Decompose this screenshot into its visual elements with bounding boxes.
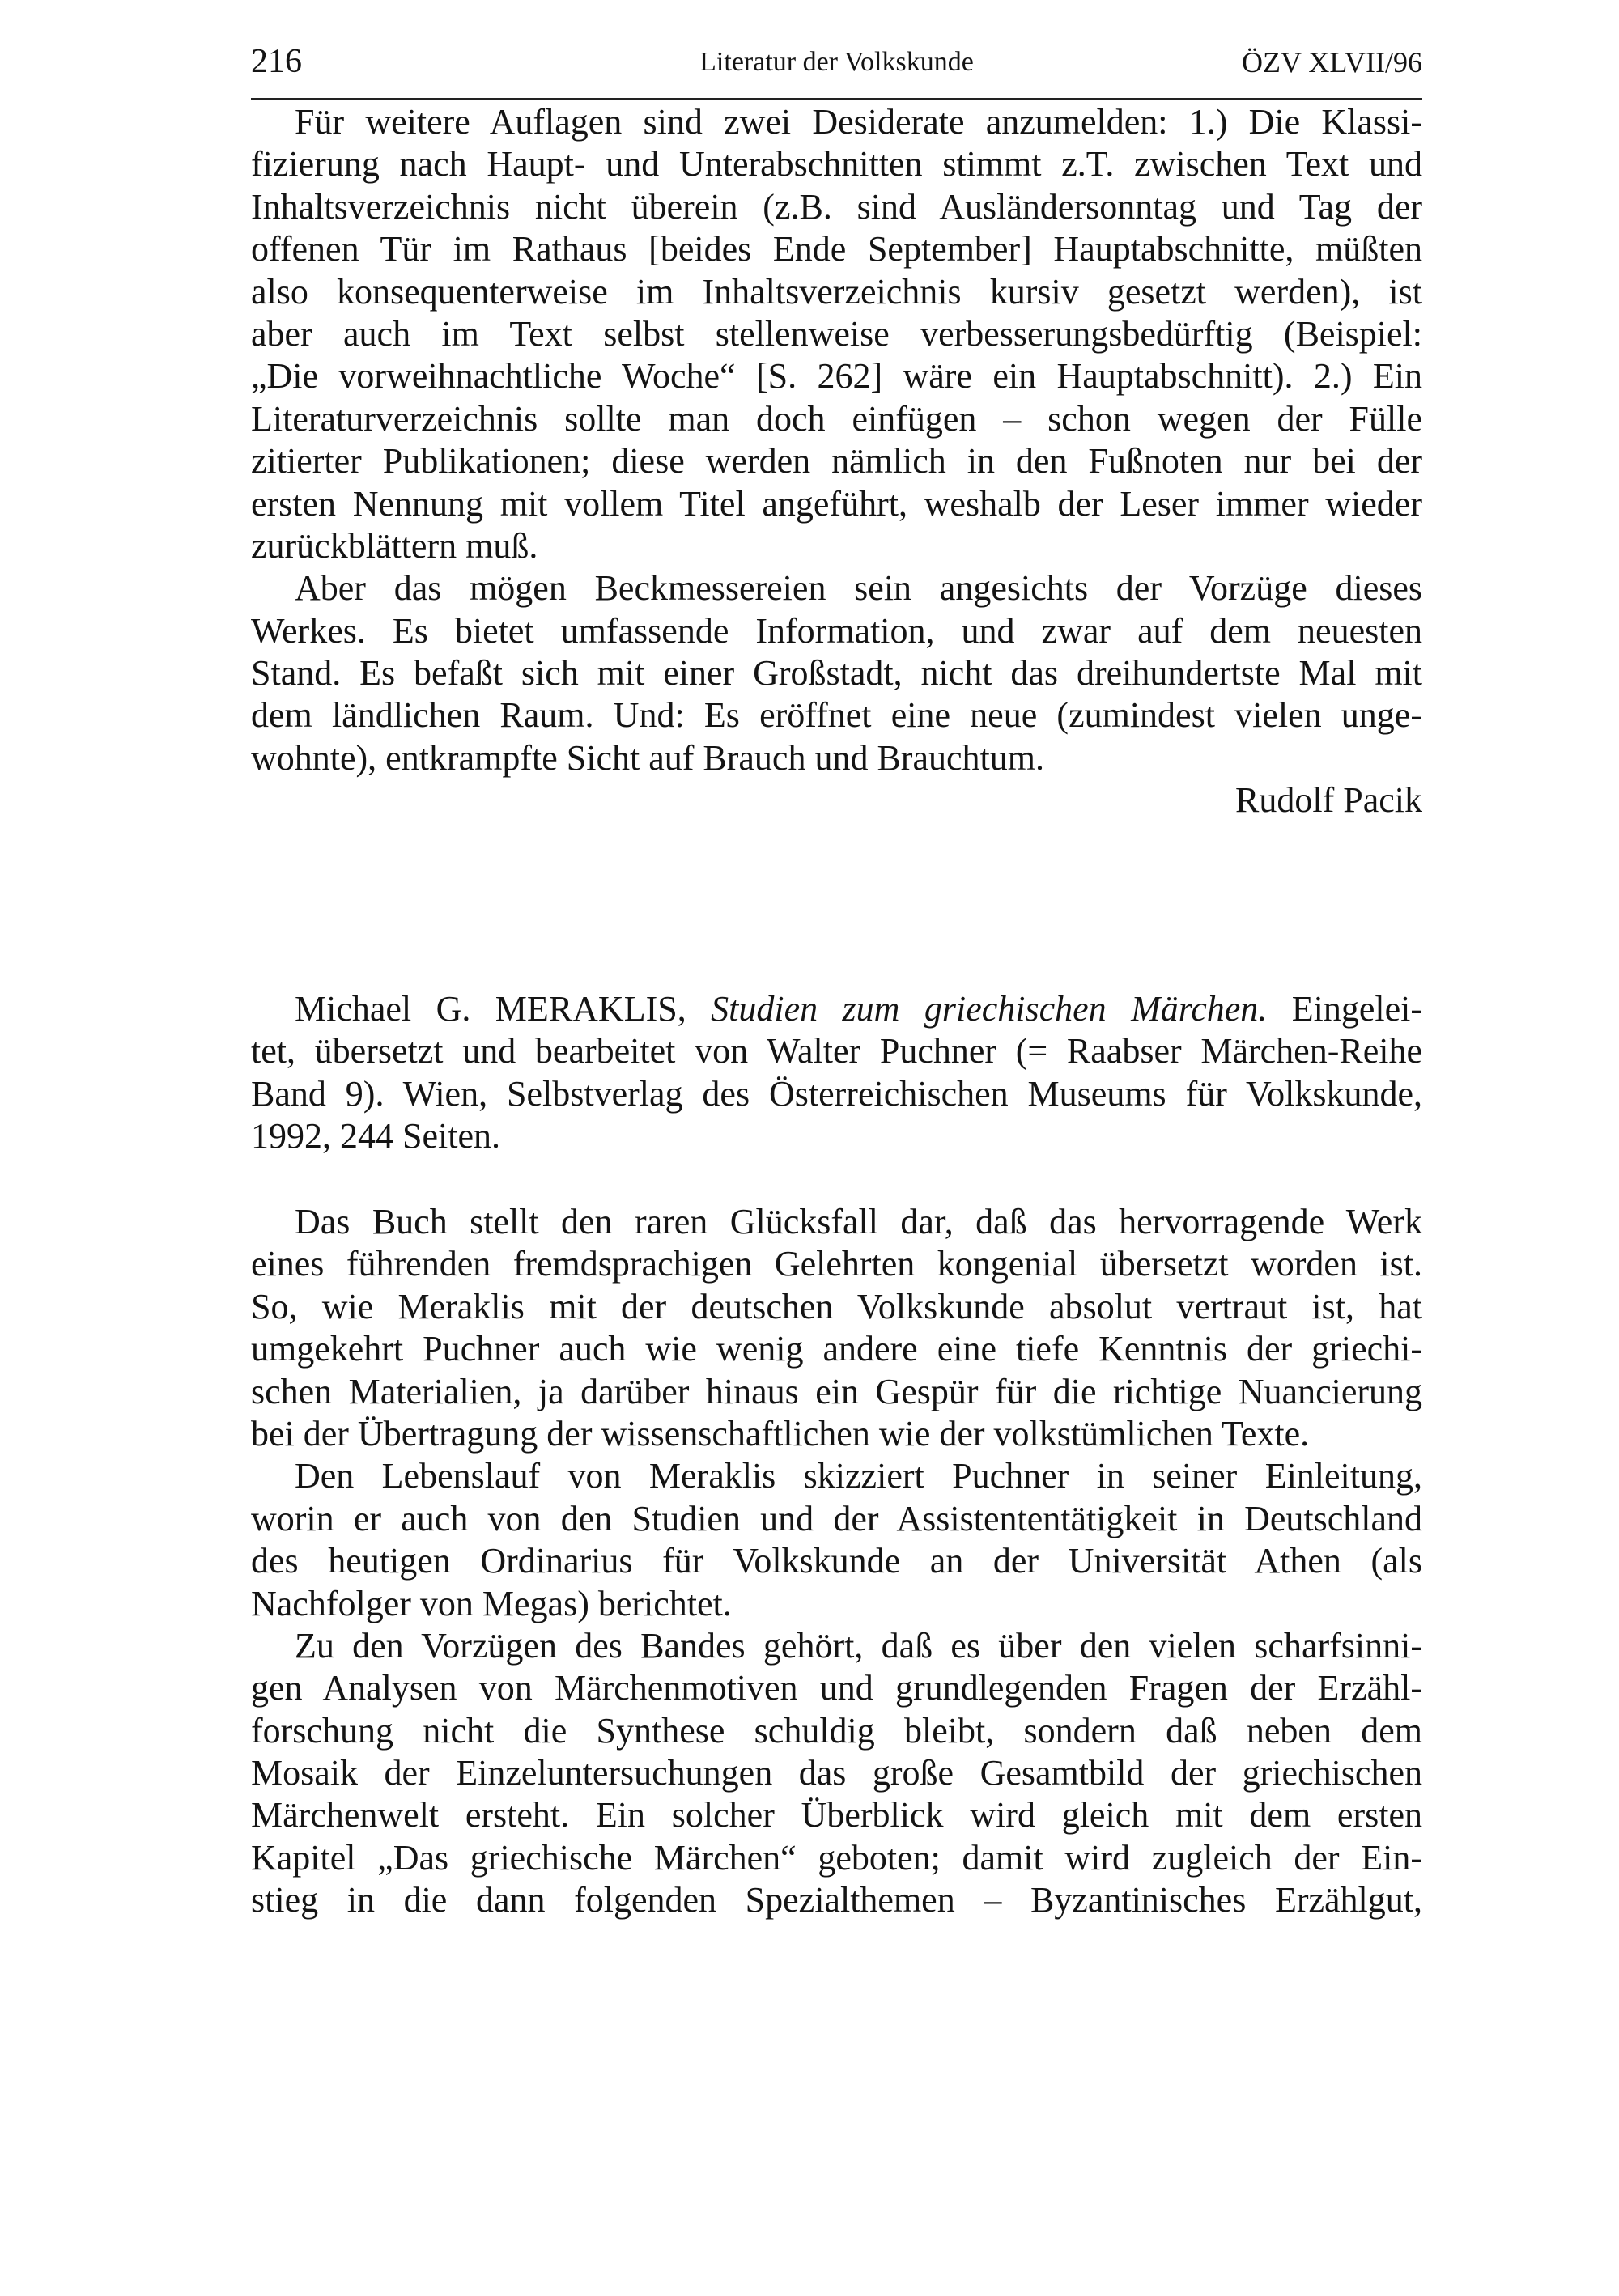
text-line: Literaturverzeichnis sollte man doch einfügen – schon wegen der Fülle <box>251 398 1422 439</box>
book-citation <box>251 988 1422 1158</box>
text-line: Zu den Vorzügen des Bandes gehört, daß es über den vielen scharfsinni- <box>295 1625 1422 1666</box>
citation-line: tet, übersetzt und bearbeitet von Walter Puchner (= Raabser Märchen-Reihe <box>251 1031 1422 1072</box>
text-line: schen Materialien, ja darüber hinaus ein Gespür für die richtige Nuancierung <box>251 1371 1422 1411</box>
text-line: bei der Übertragung der wissenschaftlichen wie der volkstümlichen Texte. <box>251 1413 1310 1454</box>
text-line: Das Buch stellt den raren Glücksfall dar, daß das hervorragende Werk <box>295 1202 1422 1241</box>
text-line: Kapitel „Das griechische Märchen“ geboten; damit wird zugleich der Ein- <box>251 1837 1422 1878</box>
reviewer-signature: Rudolf Pacik <box>1235 780 1422 821</box>
text-line: ersten Nennung mit vollem Titel angeführt, weshalb der Leser immer wieder <box>251 483 1422 524</box>
citation-line <box>251 988 1422 1030</box>
citation-author: Michael G. MERAKLIS, <box>295 989 712 1029</box>
citation-line: 1992, 244 Seiten. <box>251 1116 500 1156</box>
text-line: eines führenden fremdsprachigen Gelehrten kongenial übersetzt worden ist. <box>251 1244 1422 1284</box>
text-line: stieg in die dann folgenden Spezialthemen – Byzantinisches Erzählgut, <box>251 1880 1422 1920</box>
text-line: Aber das mögen Beckmessereien sein angesichts der Vorzüge dieses <box>295 568 1422 609</box>
text-line: gen Analysen von Märchenmotiven und grundlegenden Fragen der Erzähl- <box>251 1668 1422 1708</box>
text-line: forschung nicht die Synthese schuldig bleibt, sondern daß neben dem <box>251 1710 1422 1751</box>
text-line: Für weitere Auflagen sind zwei Desiderate anzumelden: 1.) Die Klassi- <box>295 102 1422 142</box>
citation-title: Studien zum griechischen Märchen. <box>711 989 1268 1029</box>
text-line: Den Lebenslauf von Meraklis skizziert Puchner in seiner Einleitung, <box>295 1456 1422 1496</box>
journal-issue: ÖZV XLVII/96 <box>1242 46 1422 79</box>
review-meraklis-body <box>251 1201 1422 1922</box>
text-line: Werkes. Es bietet umfassende Information, und zwar auf dem neuesten <box>251 610 1422 651</box>
header-rule <box>251 98 1422 100</box>
citation-text: Eingelei- <box>1267 989 1423 1029</box>
text-line: zitierter Publikationen; diese werden nämlich in den Fußnoten nur bei der <box>251 441 1422 482</box>
text-line: fizierung nach Haupt- und Unterabschnitten stimmt z.T. zwischen Text und <box>251 144 1422 185</box>
text-line: also konsequenterweise im Inhaltsverzeichnis kursiv gesetzt werden), ist <box>251 271 1422 312</box>
citation-line: Band 9). Wien, Selbstverlag des Österreichischen Museums für Volkskunde, <box>251 1073 1422 1114</box>
text-line: Märchenwelt ersteht. Ein solcher Überblick wird gleich mit dem ersten <box>251 1795 1422 1836</box>
running-title: Literatur der Volkskunde <box>699 47 974 77</box>
text-line: umgekehrt Puchner auch wie wenig andere eine tiefe Kenntnis der griechi- <box>251 1329 1422 1369</box>
text-line: dem ländlichen Raum. Und: Es eröffnet eine neue (zumindest vielen unge- <box>251 695 1422 736</box>
text-line: des heutigen Ordinarius für Volkskunde an der Universität Athen (als <box>251 1541 1422 1581</box>
running-header <box>251 42 1422 84</box>
text-line: offenen Tür im Rathaus [beides Ende September] Hauptabschnitte, müßten <box>251 229 1422 269</box>
text-line: aber auch im Text selbst stellenweise verbesserungsbedürftig (Beispiel: <box>251 313 1422 354</box>
review-rudolf-pacik <box>251 101 1422 822</box>
text-line: Stand. Es befaßt sich mit einer Großstadt, nicht das dreihundertste Mal mit <box>251 653 1422 694</box>
text-line: So, wie Meraklis mit der deutschen Volkskunde absolut vertraut ist, hat <box>251 1286 1422 1326</box>
text-line: zurückblättern muß. <box>251 525 538 566</box>
text-line: wohnte), entkrampfte Sicht auf Brauch und Brauchtum. <box>251 737 1044 778</box>
text-line: Mosaik der Einzeluntersuchungen das große Gesamtbild der griechischen <box>251 1753 1422 1793</box>
page-number: 216 <box>251 43 302 80</box>
text-line: Inhaltsverzeichnis nicht überein (z.B. sind Ausländersonntag und Tag der <box>251 186 1422 227</box>
text-line: worin er auch von den Studien und der Assistententätigkeit in Deutschland <box>251 1498 1422 1538</box>
text-line: „Die vorweihnachtliche Woche“ [S. 262] wäre ein Hauptabschnitt). 2.) Ein <box>251 356 1422 397</box>
text-line: Nachfolger von Megas) berichtet. <box>251 1583 732 1623</box>
